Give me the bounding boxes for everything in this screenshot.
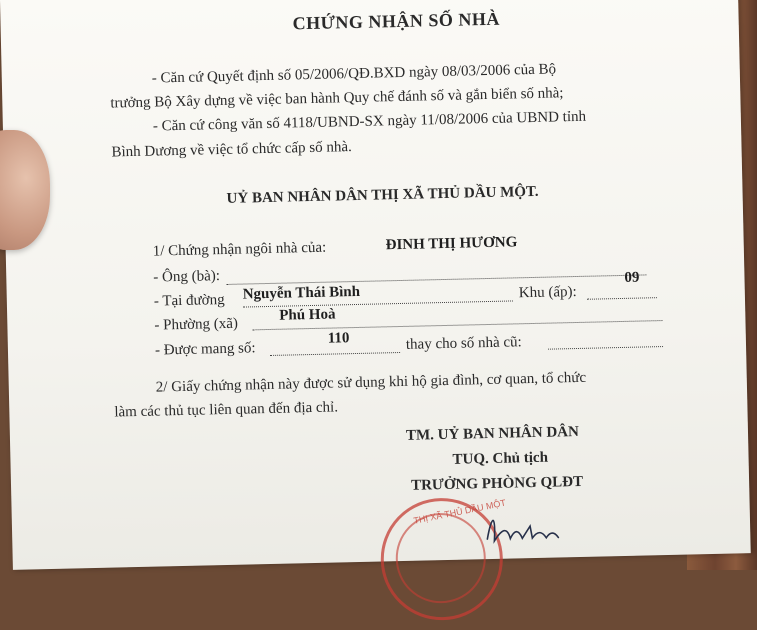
street-label: - Tại đường — [153, 291, 225, 310]
section-2-line-1: 2/ Giấy chứng nhận này được sử dụng khi hộ gia đình, cơ quan, tổ chức — [155, 369, 587, 396]
basis-1-line-2: trưởng Bộ Xây dựng về việc ban hành Quy chế đánh số và gắn biển số nhà; — [110, 85, 564, 112]
old-number-label: thay cho số nhà cũ: — [405, 334, 522, 353]
handwritten-signature — [482, 507, 573, 549]
section-2-line-2: làm các thủ tục liên quan đến địa chỉ. — [114, 399, 339, 421]
old-number-dotted-line — [548, 345, 663, 350]
seal-inner-ring — [395, 512, 487, 604]
seal-text: THỊ XÃ THỦ DẦU MỘT — [412, 497, 507, 526]
number-dotted-line — [270, 351, 400, 356]
basis-2-line-2: Bình Dương về việc tổ chức cấp số nhà. — [111, 139, 352, 161]
area-dotted-line — [587, 296, 657, 300]
house-number-value: 110 — [327, 330, 350, 347]
document-title: CHỨNG NHẬN SỐ NHÀ — [292, 8, 501, 34]
issuing-authority: UỶ BAN NHÂN DÂN THỊ XÃ THỦ DẦU MỘT. — [226, 183, 539, 207]
owner-name: ĐINH THỊ HƯƠNG — [385, 234, 518, 254]
section-1-label: 1/ Chứng nhận ngôi nhà của: — [152, 239, 327, 260]
ward-label: - Phường (xã) — [154, 315, 239, 334]
basis-2-line-1: - Căn cứ công văn số 4118/UBND-SX ngày 11/08/2006 của UBND tỉnh — [152, 108, 587, 135]
signature-title-2: TUQ. Chủ tịch — [452, 449, 549, 468]
street-value: Nguyễn Thái Bình — [242, 283, 361, 303]
owner-label: - Ông (bà): — [153, 268, 221, 286]
basis-1-line-1: - Căn cứ Quyết định số 05/2006/QĐ.BXD ngày 08/03/2006 của Bộ — [151, 61, 557, 87]
owner-dotted-line — [226, 273, 646, 285]
area-value: 09 — [624, 269, 640, 286]
area-label: Khu (ấp): — [518, 283, 577, 302]
number-label: - Được mang số: — [154, 340, 256, 359]
ward-value: Phú Hoà — [279, 306, 336, 324]
signature-title-1: TM. UỶ BAN NHÂN DÂN — [405, 423, 580, 444]
signature-title-3: TRƯỞNG PHÒNG QLĐT — [410, 473, 584, 494]
